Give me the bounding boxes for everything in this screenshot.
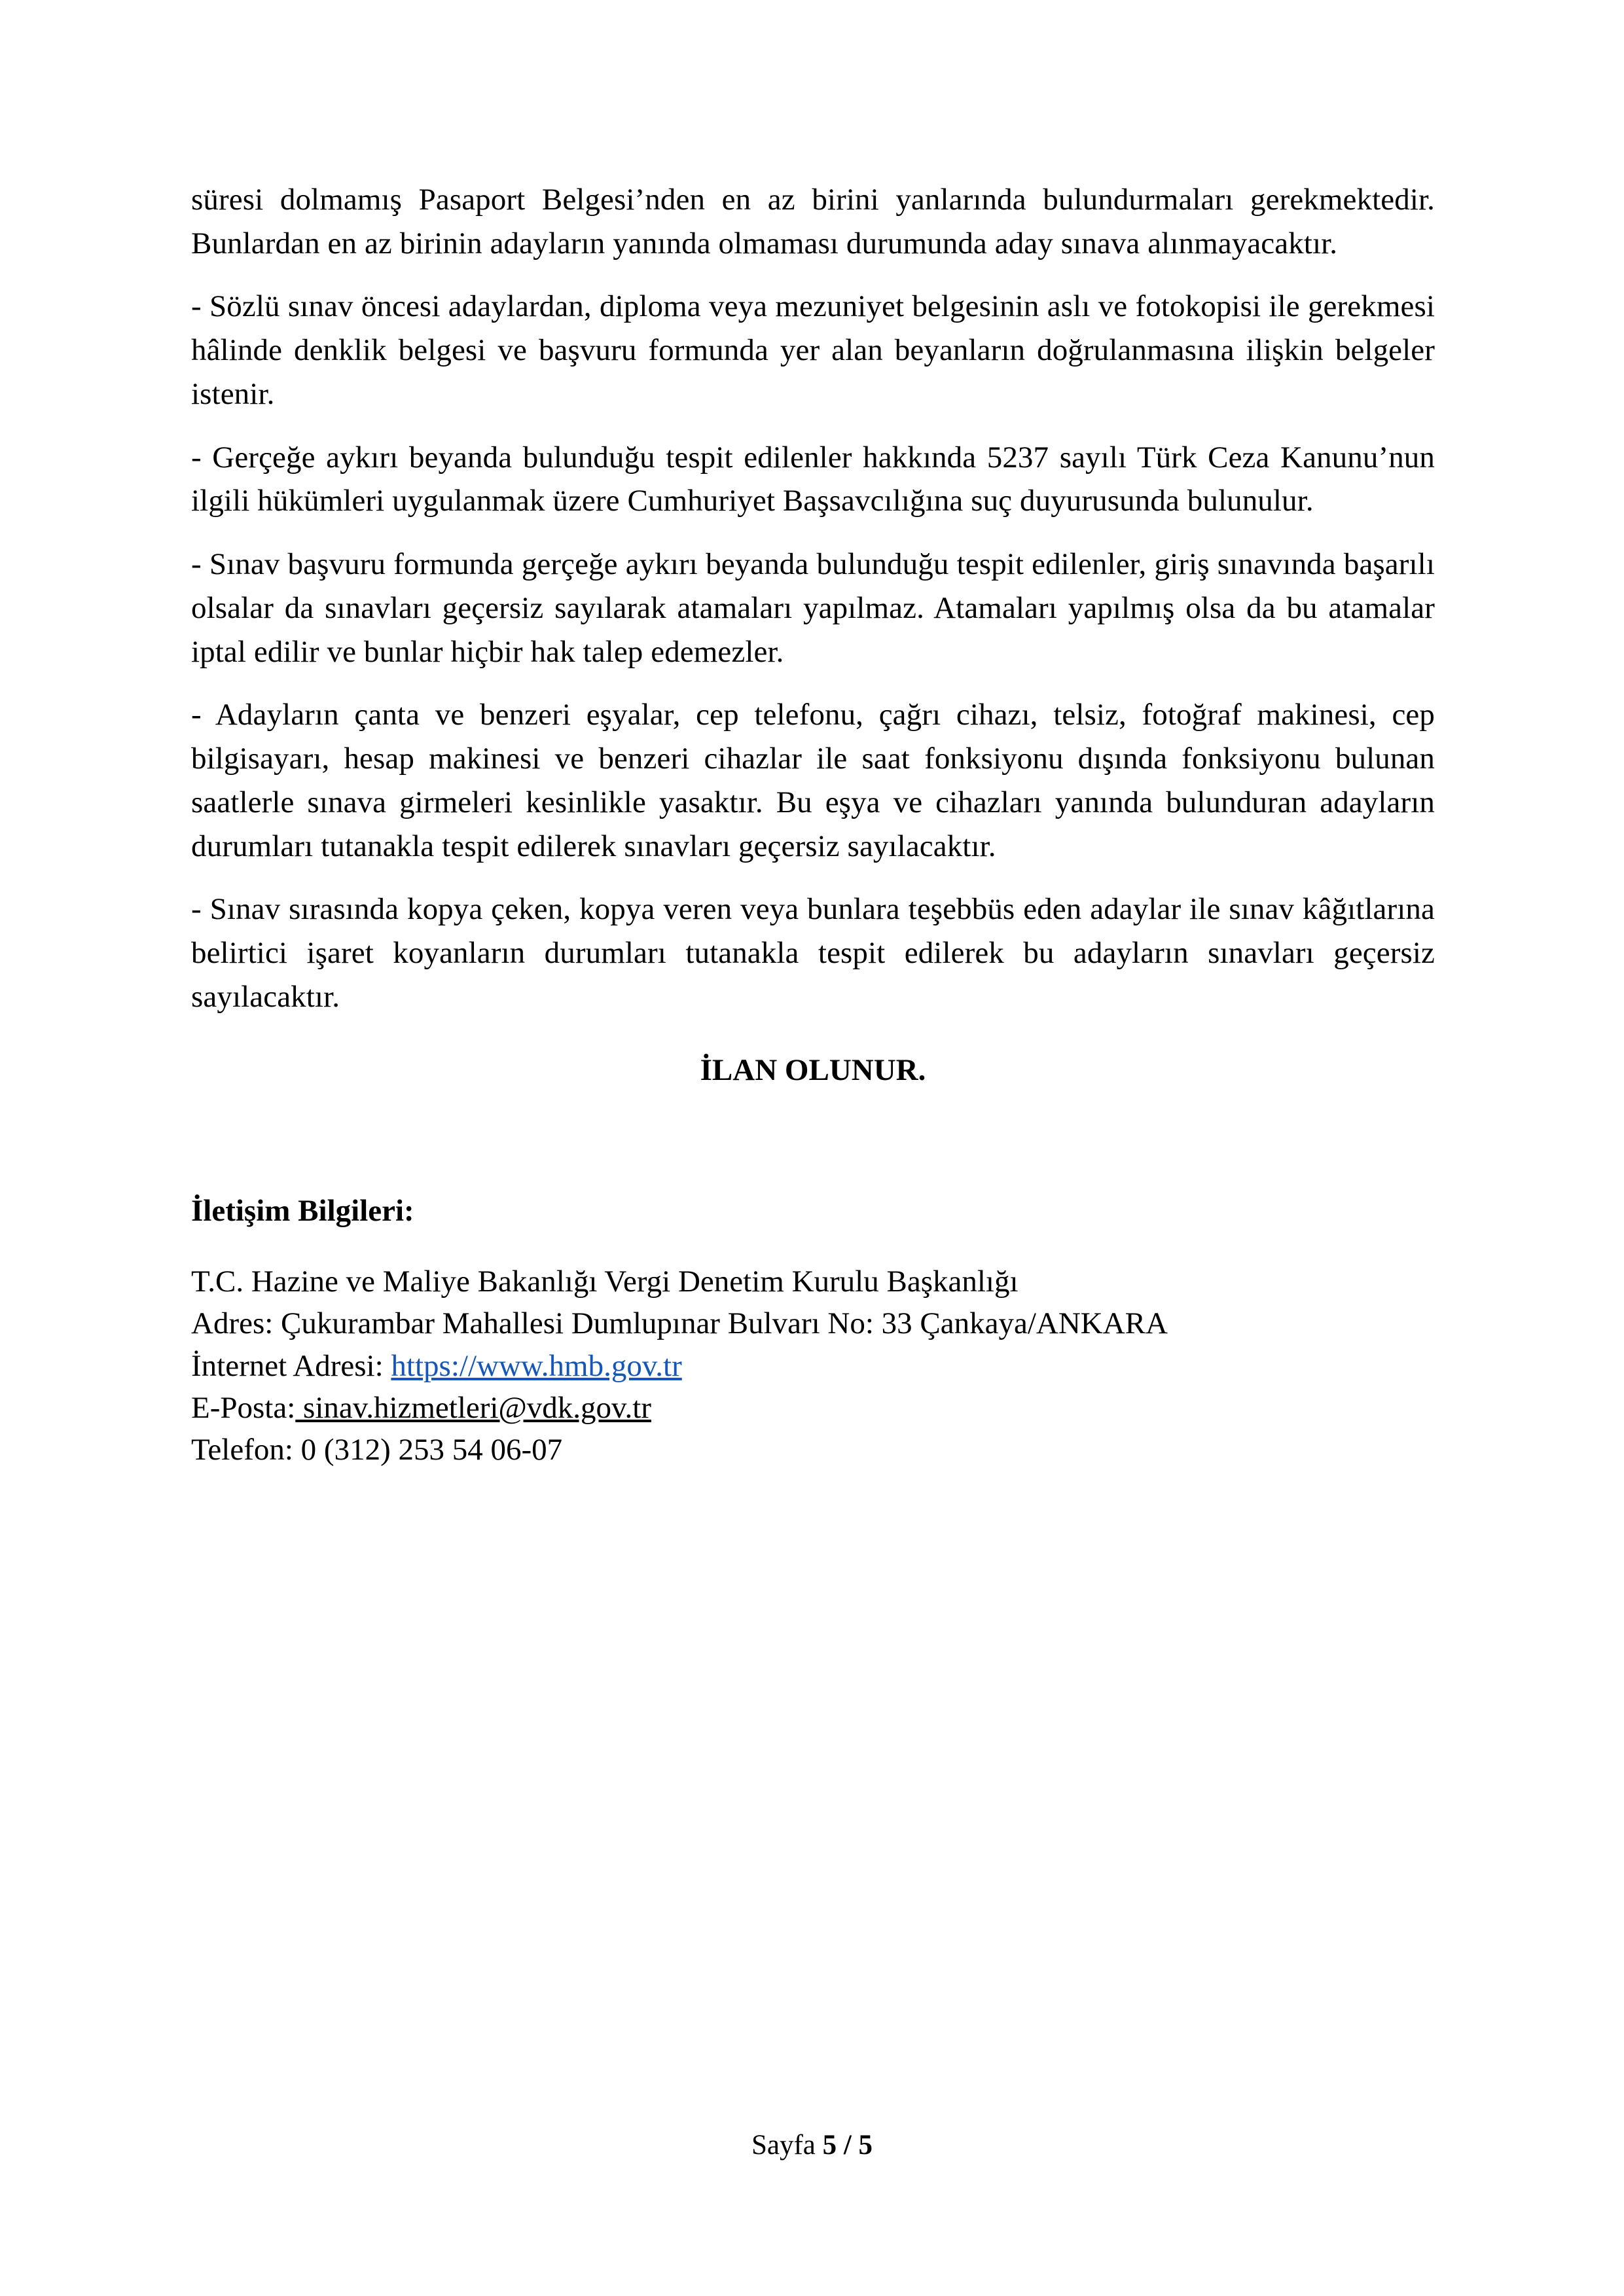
contact-heading-spacer [191,1233,1435,1261]
closing-heading: İLAN OLUNUR. [700,1053,926,1088]
contact-website-label: İnternet Adresi: [191,1348,391,1383]
footer-total-pages: 5 [858,2130,873,2161]
website-link[interactable]: https://www.hmb.gov.tr [391,1348,682,1383]
contact-email-label: E-Posta: [191,1391,296,1426]
contact-details [191,1261,1435,1471]
footer-label: Sayfa [751,2130,823,2161]
contact-email-line [191,1387,1435,1429]
contact-heading: İletişim Bilgileri: [191,1194,414,1229]
paragraph-false-statement-appointment: - Sınav başvuru formunda gerçeğe aykırı beyanda bulunduğu tespit edilenler, giriş sınavında başarılı olsalar da sınavları geçersiz sayılarak atamaları yapılmaz. Atamaları yapılmış olsa da bu atamalar iptal edilir ve bunlar hiçbir hak talep edemezler. [191,547,1435,669]
footer-current-page: 5 [822,2130,837,2161]
paragraph-cheating-rules: - Sınav sırasında kopya çeken, kopya veren veya bunlara teşebbüs eden adaylar ile sınav kâğıtlarına belirtici işaret koyanların durumları tutanakla tespit edilerek bu adayların sınavları geçersiz sayılacaktır. [191,892,1435,1014]
paragraph-prohibited-devices: - Adayların çanta ve benzeri eşyalar, cep telefonu, çağrı cihazı, telsiz, fotoğraf makinesi, cep bilgisayarı, hesap makinesi ve benzeri cihazlar ile saat fonksiyonu dışında fonksiyonu bulunan saatlerle sınava girmeleri kesinlikle yasaktır. Bu eşya ve cihazları yanında bulunduran adayların durumları tutanakla tespit edilerek sınavları geçersiz sayılacaktır. [191,698,1435,863]
paragraph-passport-requirement: süresi dolmamış Pasaport Belgesi’nden en az birini yanlarında bulundurmaları gerekmektedir. Bunlardan en az birinin adayların yanında olmaması durumunda aday sınava alınmayacaktır. [191,183,1435,260]
footer-separator: / [837,2130,859,2161]
contact-website-line [191,1345,1435,1387]
contact-address: Adres: Çukurambar Mahallesi Dumlupınar Bulvarı No: 33 Çankaya/ANKARA [191,1306,1168,1341]
paragraph-oral-exam-documents: - Sözlü sınav öncesi adaylardan, diploma veya mezuniyet belgesinin aslı ve fotokopisi ile gerekmesi hâlinde denklik belgesi ve başvuru formunda yer alan beyanların doğrulanmasına ilişkin belgeler istenir. [191,289,1435,411]
contact-organization: T.C. Hazine ve Maliye Bakanlığı Vergi Denetim Kurulu Başkanlığı [191,1264,1019,1299]
email-link[interactable]: sinav.hizmetleri@vdk.gov.tr [295,1391,651,1426]
page-content [191,178,1435,1471]
contact-spacer [191,1092,1435,1189]
contact-phone: Telefon: 0 (312) 253 54 06-07 [191,1433,563,1467]
page-footer [0,2128,1624,2162]
paragraph-false-statement-criminal: - Gerçeğe aykırı beyanda bulunduğu tespit edilenler hakkında 5237 sayılı Türk Ceza Kanunu’nun ilgili hükümleri uygulanmak üzere Cumhuriyet Başsavcılığına suç duyurusunda bulunulur. [191,440,1435,518]
